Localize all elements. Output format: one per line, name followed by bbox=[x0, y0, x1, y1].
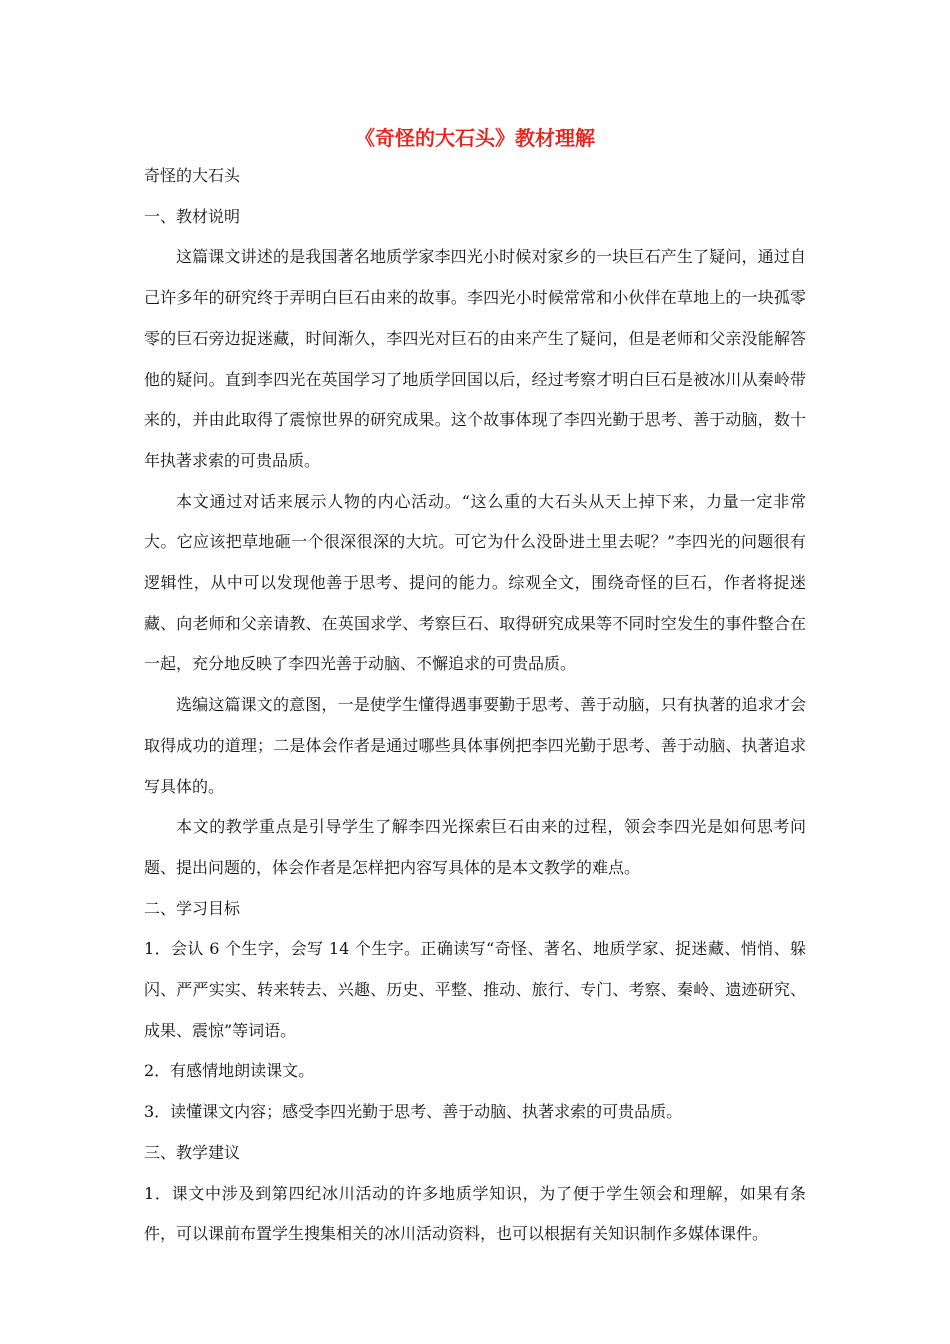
paragraph: 选编这篇课文的意图，一是使学生懂得遇事要勤于思考、善于动脑，只有执著的追求才会取得成功的道理；二是体会作者是通过哪些具体事例把李四光勤于思考、善于动脑、执著追求写具体的。 bbox=[144, 695, 806, 796]
paragraph: 本文的教学重点是引导学生了解李四光探索巨石由来的过程，领会李四光是如何思考问题、提出问题的，体会作者是怎样把内容写具体的是本文教学的难点。 bbox=[144, 817, 806, 877]
paragraph: 本文通过对话来展示人物的内心活动。“这么重的大石头从天上掉下来，力量一定非常大。它应该把草地砸一个很深很深的大坑。可它为什么没卧进土里去呢？”李四光的问题很有逻辑性，从中可以发现他善于思考、提问的能力。综观全文，围绕奇怪的巨石，作者将捉迷藏、向老师和父亲请教、在英国求学、考察巨石、取得研究成果等不同时空发生的事件整合在一起，充分地反映了李四光善于动脑、不懈追求的可贵品质。 bbox=[144, 491, 806, 674]
list-item: 1．会认 6 个生字，会写 14 个生字。正确读写“奇怪、著名、地质学家、捉迷藏、悄悄、躲闪、严严实实、转来转去、兴趣、历史、平整、推动、旅行、专门、考察、秦岭、遗迹研究、成果、震惊”等词语。 bbox=[144, 939, 806, 1040]
document-title: 《奇怪的大石头》教材理解 bbox=[355, 126, 595, 150]
section-heading-objectives: 二、学习目标 bbox=[144, 898, 241, 918]
list-item: 1．课文中涉及到第四纪冰川活动的许多地质学知识，为了便于学生领会和理解，如果有条件，可以课前布置学生搜集相关的冰川活动资料，也可以根据有关知识制作多媒体课件。 bbox=[144, 1183, 806, 1244]
section-heading-materials: 一、教材说明 bbox=[144, 206, 241, 226]
section-heading-suggestions: 三、教学建议 bbox=[144, 1142, 241, 1162]
list-item: 3．读懂课文内容；感受李四光勤于思考、善于动脑、执著求索的可贵品质。 bbox=[144, 1102, 683, 1122]
paragraph: 这篇课文讲述的是我国著名地质学家李四光小时候对家乡的一块巨石产生了疑问，通过自己许多年的研究终于弄明白巨石由来的故事。李四光小时候常常和小伙伴在草地上的一块孤零零的巨石旁边捉迷藏，时间渐久，李四光对巨石的由来产生了疑问，但是老师和父亲没能解答他的疑问。直到李四光在英国学习了地质学回国以后，经过考察才明白巨石是被冰川从秦岭带来的，并由此取得了震惊世界的研究成果。这个故事体现了李四光勤于思考、善于动脑，数十年执著求索的可贵品质。 bbox=[144, 247, 806, 470]
document-body bbox=[144, 156, 806, 1255]
list-item: 2．有感情地朗读课文。 bbox=[144, 1061, 315, 1081]
document-subtitle: 奇怪的大石头 bbox=[144, 166, 241, 185]
